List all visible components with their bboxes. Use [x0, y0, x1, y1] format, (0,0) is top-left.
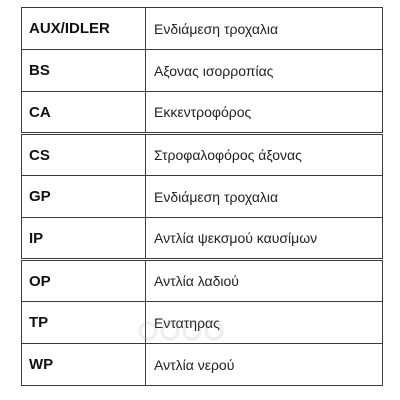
- legend-row: [22, 8, 383, 50]
- legend-description: Αντλία νερού: [146, 344, 383, 386]
- legend-code: CA: [22, 92, 146, 134]
- legend-description: Ενδιάμεση τροχαλια: [146, 8, 383, 50]
- legend-code: OP: [22, 260, 146, 302]
- legend-description: Εντατηρας: [146, 302, 383, 344]
- legend-row: [22, 176, 383, 218]
- legend-code: WP: [22, 344, 146, 386]
- legend-description: Αντλία λαδιού: [146, 260, 383, 302]
- legend-row: [22, 218, 383, 260]
- legend-description: Ενδιάμεση τροχαλια: [146, 176, 383, 218]
- legend-description: Στροφαλοφόρος άξονας: [146, 134, 383, 176]
- legend-row: [22, 134, 383, 176]
- legend-row: [22, 344, 383, 386]
- legend-code: GP: [22, 176, 146, 218]
- legend-description: Αξονας ισορροπίας: [146, 50, 383, 92]
- legend-row: [22, 302, 383, 344]
- legend-row: [22, 260, 383, 302]
- legend-code: TP: [22, 302, 146, 344]
- legend-row: [22, 50, 383, 92]
- legend-code: IP: [22, 218, 146, 260]
- legend-code: CS: [22, 134, 146, 176]
- legend-code: AUX/IDLER: [22, 8, 146, 50]
- legend-row: [22, 92, 383, 134]
- legend-description: Εκκεντροφόρος: [146, 92, 383, 134]
- legend-description: Αντλία ψεκσμού καυσίμων: [146, 218, 383, 260]
- legend-code: BS: [22, 50, 146, 92]
- legend-table-body: [22, 8, 383, 386]
- code-legend-table: [21, 7, 383, 386]
